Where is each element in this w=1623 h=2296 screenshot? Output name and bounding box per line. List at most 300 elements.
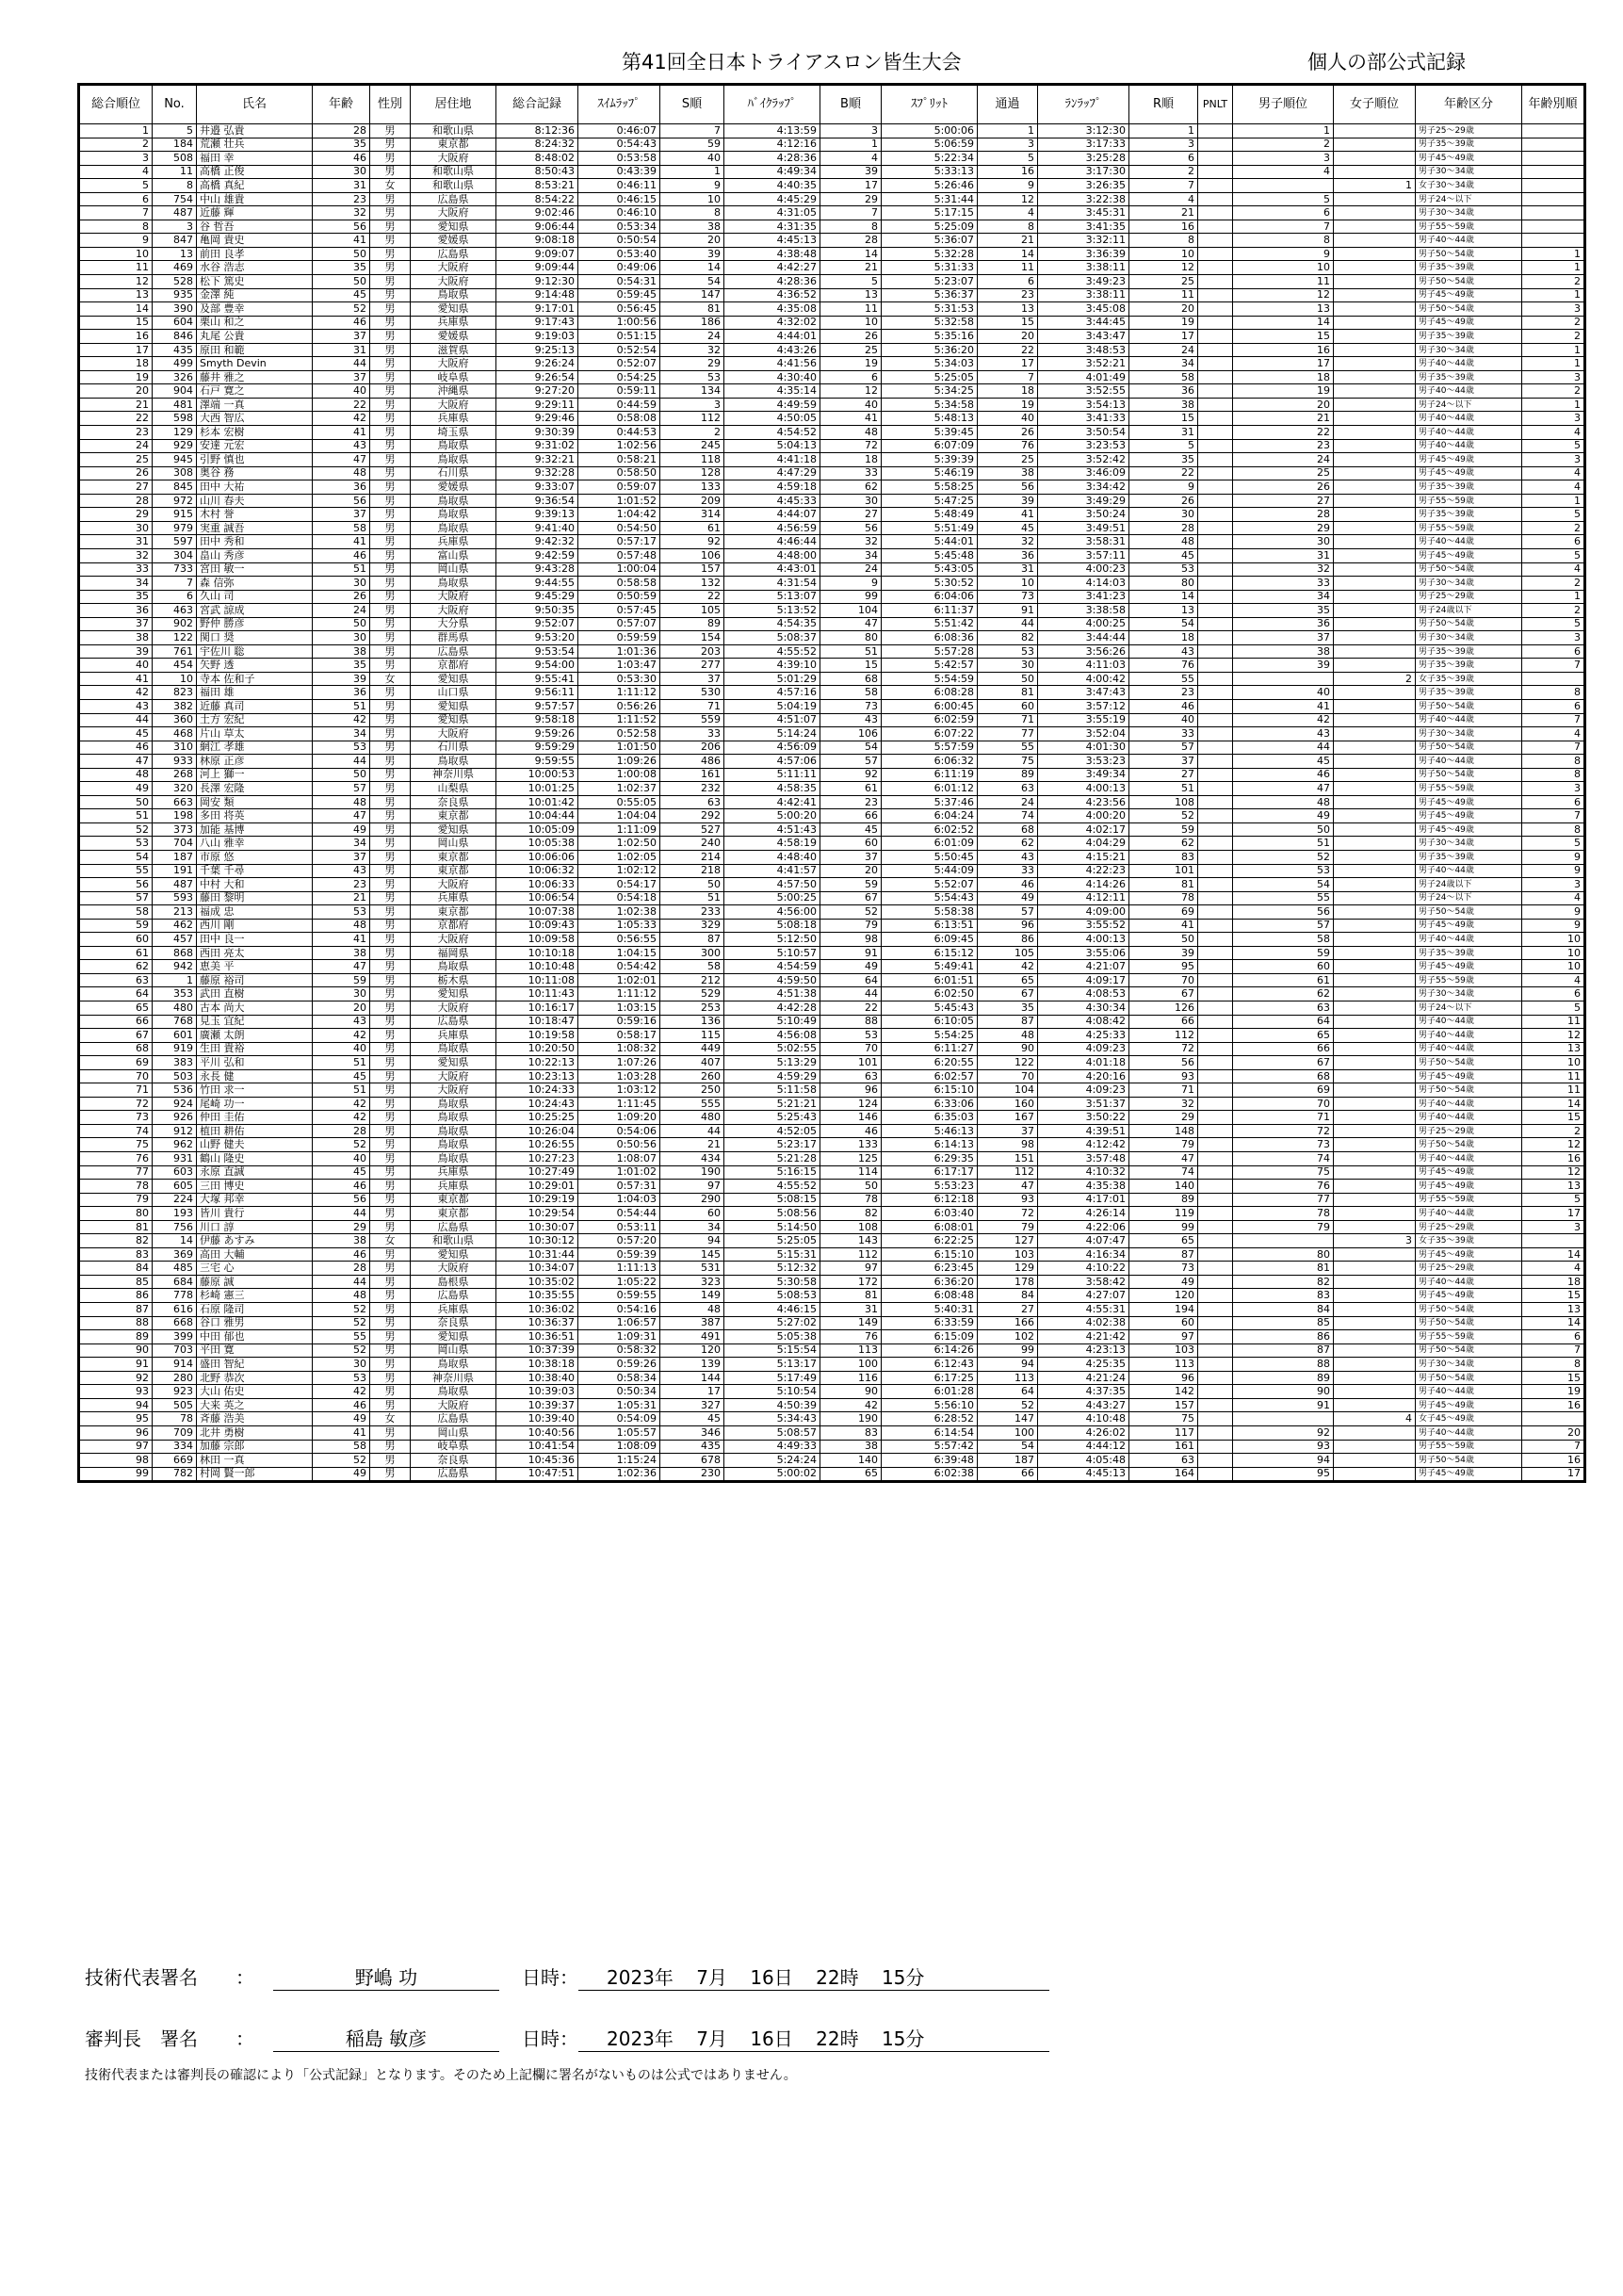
table-cell: 男子40～44歳	[1416, 1042, 1522, 1056]
table-cell	[1198, 755, 1233, 769]
table-cell: 5:23:07	[882, 275, 978, 289]
table-cell: 5:34:03	[882, 357, 978, 371]
table-cell: 2	[1522, 604, 1585, 618]
table-cell: 1:02:12	[578, 864, 660, 878]
table-cell: 462	[153, 919, 197, 933]
table-cell	[1198, 1412, 1233, 1426]
table-cell: 29	[660, 357, 724, 371]
table-cell	[1198, 261, 1233, 275]
table-cell: 28	[313, 1262, 370, 1276]
table-cell: 9:19:03	[496, 330, 578, 344]
table-cell: 4	[1334, 1412, 1416, 1426]
table-cell: 4:56:00	[724, 905, 820, 920]
table-cell	[1334, 1165, 1416, 1180]
table-cell: 4:08:53	[1038, 987, 1129, 1001]
table-cell: 16	[1522, 1398, 1585, 1412]
table-row	[79, 1358, 1585, 1372]
table-cell: 31	[978, 562, 1038, 577]
table-cell: 14	[660, 261, 724, 275]
table-cell	[1198, 1454, 1233, 1468]
table-cell: 51	[1233, 837, 1334, 851]
column-header: ｽｲﾑﾗｯﾌﾟ	[578, 85, 660, 124]
table-cell: 74	[79, 1124, 153, 1138]
table-cell: 金澤 純	[197, 288, 313, 302]
table-cell: 245	[660, 439, 724, 453]
table-cell	[1198, 1234, 1233, 1248]
table-cell: 男	[370, 1330, 411, 1344]
table-cell: 男子40～44歳	[1416, 713, 1522, 727]
table-cell: 竹田 求一	[197, 1083, 313, 1098]
table-cell: 0:53:58	[578, 152, 660, 166]
table-cell: 鳥取県	[411, 755, 496, 769]
table-cell: 5:00:06	[882, 124, 978, 138]
table-cell: 18	[820, 453, 882, 467]
table-cell: 女	[370, 1234, 411, 1248]
table-cell: 0:54:31	[578, 275, 660, 289]
table-cell: 男子35～39歳	[1416, 330, 1522, 344]
table-cell: 468	[153, 727, 197, 741]
table-cell: 1	[1522, 288, 1585, 302]
table-cell: 20	[1233, 398, 1334, 412]
table-cell: 6:02:59	[882, 713, 978, 727]
table-cell: 大阪府	[411, 1069, 496, 1083]
table-cell: 5:15:31	[724, 1247, 820, 1262]
table-cell: 46	[820, 1124, 882, 1138]
table-cell: 6:08:48	[882, 1289, 978, 1303]
table-cell: 5:31:44	[882, 192, 978, 206]
table-cell: 男	[370, 850, 411, 864]
table-cell: 女	[370, 672, 411, 686]
table-cell: 石原 隆司	[197, 1303, 313, 1317]
table-cell: 6:28:52	[882, 1412, 978, 1426]
table-cell	[1334, 426, 1416, 440]
table-cell: 4:30:40	[724, 370, 820, 384]
table-cell: 47	[978, 1180, 1038, 1194]
table-cell: 58	[1233, 933, 1334, 947]
table-cell: 9:56:11	[496, 686, 578, 700]
table-cell: 0:54:25	[578, 370, 660, 384]
table-cell: 1:11:52	[578, 713, 660, 727]
table-cell: 56	[1233, 905, 1334, 920]
table-cell: 116	[820, 1371, 882, 1385]
table-cell: 17	[1522, 1207, 1585, 1221]
table-cell: 男子40～44歳	[1416, 1207, 1522, 1221]
table-cell: 65	[1233, 1029, 1334, 1043]
table-cell: 48	[978, 1029, 1038, 1043]
table-cell: 34	[1233, 590, 1334, 604]
table-cell: 10:05:09	[496, 822, 578, 837]
table-cell: 5:45:43	[882, 1001, 978, 1016]
table-cell: 435	[153, 343, 197, 357]
table-cell: 5:08:37	[724, 631, 820, 645]
table-cell: 5:36:07	[882, 234, 978, 248]
table-row	[79, 384, 1585, 399]
table-cell: 6:08:36	[882, 631, 978, 645]
table-cell: 1:11:13	[578, 1262, 660, 1276]
table-cell: 8	[79, 220, 153, 234]
table-cell: 76	[978, 439, 1038, 453]
table-cell: 48	[820, 426, 882, 440]
table-cell: 601	[153, 1029, 197, 1043]
table-cell: 129	[978, 1262, 1038, 1276]
table-cell: 761	[153, 644, 197, 659]
table-row	[79, 741, 1585, 755]
table-row	[79, 124, 1585, 138]
table-cell: 田中 良一	[197, 933, 313, 947]
table-cell: 4:51:38	[724, 987, 820, 1001]
table-cell: 329	[660, 919, 724, 933]
table-cell: 5:44:01	[882, 535, 978, 549]
table-cell: 63	[660, 795, 724, 809]
table-cell: 31	[820, 1303, 882, 1317]
results-table	[77, 83, 1586, 1483]
table-cell: 5	[1522, 508, 1585, 522]
table-cell	[1334, 933, 1416, 947]
table-cell: 198	[153, 809, 197, 823]
table-cell: 33	[820, 466, 882, 480]
table-cell: 8:12:36	[496, 124, 578, 138]
table-cell	[1334, 864, 1416, 878]
table-cell: 大阪府	[411, 206, 496, 220]
table-cell: 1:01:02	[578, 1165, 660, 1180]
table-cell: 愛知県	[411, 1056, 496, 1070]
table-cell: 18	[1129, 631, 1198, 645]
table-cell: 78	[1233, 1207, 1334, 1221]
table-cell: 100	[820, 1358, 882, 1372]
table-cell: 6:14:13	[882, 1138, 978, 1152]
table-cell: 30	[820, 494, 882, 508]
table-cell: 0:59:26	[578, 1358, 660, 1372]
table-cell: 58	[660, 960, 724, 974]
table-cell: 男子25～29歳	[1416, 1220, 1522, 1234]
table-cell: 75	[1129, 1412, 1198, 1426]
table-cell: 5:00:25	[724, 891, 820, 905]
table-cell: 大山 佑史	[197, 1385, 313, 1399]
table-cell: 72	[1129, 1042, 1198, 1056]
table-cell: 190	[660, 1165, 724, 1180]
table-cell: 36	[313, 686, 370, 700]
table-cell	[1334, 809, 1416, 823]
table-cell	[1334, 686, 1416, 700]
table-cell	[1198, 1015, 1233, 1029]
table-cell: 39	[820, 165, 882, 179]
table-cell: 男子40～44歳	[1416, 1425, 1522, 1440]
table-cell: 3:55:19	[1038, 713, 1129, 727]
table-cell: 100	[978, 1425, 1038, 1440]
table-cell: 男	[370, 453, 411, 467]
table-cell	[1198, 960, 1233, 974]
table-cell	[1198, 987, 1233, 1001]
table-cell: 4	[79, 165, 153, 179]
table-cell: 男子40～44歳	[1416, 234, 1522, 248]
table-cell: 見玉 宜紀	[197, 1015, 313, 1029]
table-cell: 男子50～54歳	[1416, 247, 1522, 261]
table-cell: 55	[1233, 891, 1334, 905]
table-cell: 4:22:06	[1038, 1220, 1129, 1234]
table-cell: 7	[1522, 659, 1585, 673]
table-cell: 5:25:05	[724, 1234, 820, 1248]
table-cell: 男	[370, 1124, 411, 1138]
table-cell: 44	[79, 713, 153, 727]
table-cell: 8	[820, 220, 882, 234]
table-cell: 44	[820, 987, 882, 1001]
table-cell: 男子35～39歳	[1416, 644, 1522, 659]
table-cell: 兵庫県	[411, 316, 496, 330]
table-cell: 10	[1522, 933, 1585, 947]
table-cell	[1198, 1275, 1233, 1289]
table-cell: 尾崎 功一	[197, 1097, 313, 1111]
table-cell: 生田 貴裕	[197, 1042, 313, 1056]
table-cell: 559	[660, 713, 724, 727]
table-cell: 20	[313, 1001, 370, 1016]
table-cell: 20	[1129, 302, 1198, 317]
table-cell: 鳥取県	[411, 1097, 496, 1111]
table-cell: 15	[1522, 1371, 1585, 1385]
table-cell: 10	[1233, 261, 1334, 275]
table-cell: 5:53:23	[882, 1180, 978, 1194]
table-cell: 3	[1522, 1220, 1585, 1234]
table-cell	[1334, 577, 1416, 591]
table-cell: 3:38:58	[1038, 604, 1129, 618]
table-cell: 山川 春夫	[197, 494, 313, 508]
table-cell: 19	[820, 357, 882, 371]
table-cell: 男	[370, 398, 411, 412]
table-cell: 3	[1522, 878, 1585, 892]
table-cell: 5:08:56	[724, 1207, 820, 1221]
table-cell: 4:12:42	[1038, 1138, 1129, 1152]
table-cell: 6:04:24	[882, 809, 978, 823]
table-cell: 44	[978, 617, 1038, 631]
table-cell: 10:26:04	[496, 1124, 578, 1138]
table-cell: 伊藤 あすみ	[197, 1234, 313, 1248]
table-cell: 男	[370, 878, 411, 892]
table-cell: 大阪府	[411, 1001, 496, 1016]
table-cell: 41	[978, 508, 1038, 522]
table-cell: 男	[370, 809, 411, 823]
table-cell: 藤井 雅之	[197, 370, 313, 384]
table-cell: 6:07:22	[882, 727, 978, 741]
table-cell: 756	[153, 1220, 197, 1234]
table-cell: 男子45～49歳	[1416, 795, 1522, 809]
table-cell: 4	[1522, 973, 1585, 987]
table-cell: 1:02:37	[578, 782, 660, 796]
table-cell: 男子45～49歳	[1416, 822, 1522, 837]
table-cell: 3	[1522, 302, 1585, 317]
table-cell: 81	[660, 302, 724, 317]
table-cell: 男	[370, 275, 411, 289]
table-cell: 6:02:38	[882, 1467, 978, 1482]
table-cell: 6:07:09	[882, 439, 978, 453]
table-cell: 19	[1522, 1385, 1585, 1399]
table-cell: 大阪府	[411, 727, 496, 741]
column-header: S順	[660, 85, 724, 124]
table-cell: 高橋 真紀	[197, 179, 313, 193]
table-cell: 36	[1233, 617, 1334, 631]
table-cell: 4	[1522, 466, 1585, 480]
table-cell: 10:24:33	[496, 1083, 578, 1098]
table-cell: 218	[660, 864, 724, 878]
table-cell: 48	[313, 919, 370, 933]
table-cell: 491	[660, 1330, 724, 1344]
table-cell: 愛知県	[411, 822, 496, 837]
table-cell: 皆川 貴行	[197, 1207, 313, 1221]
table-cell: 男子40～44歳	[1416, 535, 1522, 549]
table-cell: 6	[1522, 795, 1585, 809]
table-cell: 広島県	[411, 192, 496, 206]
table-cell	[1334, 617, 1416, 631]
table-cell: 45	[660, 1412, 724, 1426]
table-cell: 32	[79, 548, 153, 562]
table-cell: 972	[153, 494, 197, 508]
table-cell: 106	[820, 727, 882, 741]
table-cell: 6:01:51	[882, 973, 978, 987]
table-cell: 79	[978, 1220, 1038, 1234]
table-cell: 54	[1233, 878, 1334, 892]
table-cell: 129	[153, 426, 197, 440]
table-cell: 西川 剛	[197, 919, 313, 933]
table-cell: 男子50～54歳	[1416, 905, 1522, 920]
table-cell: 9:06:44	[496, 220, 578, 234]
table-cell: 広島県	[411, 1289, 496, 1303]
table-cell: 30	[313, 165, 370, 179]
table-cell: 52	[313, 1343, 370, 1358]
table-cell: 1:08:07	[578, 1152, 660, 1166]
table-cell: 5:32:58	[882, 316, 978, 330]
table-cell: 5:33:13	[882, 165, 978, 179]
table-cell: 62	[978, 837, 1038, 851]
table-cell: 1:00:56	[578, 316, 660, 330]
table-cell	[1198, 782, 1233, 796]
table-cell: 73	[1129, 1262, 1198, 1276]
table-cell: 35	[313, 261, 370, 275]
table-cell: 男	[370, 1015, 411, 1029]
table-cell: 引野 慎也	[197, 453, 313, 467]
table-cell: 谷 哲吾	[197, 220, 313, 234]
table-cell: 男子50～54歳	[1416, 275, 1522, 289]
column-header: 年齢別順	[1522, 85, 1585, 124]
table-row	[79, 1083, 1585, 1098]
table-cell: 10:35:02	[496, 1275, 578, 1289]
table-cell: 前田 良孝	[197, 247, 313, 261]
table-cell: 54	[79, 850, 153, 864]
table-body	[79, 124, 1585, 1482]
table-cell: 70	[978, 1069, 1038, 1083]
table-cell: 男子30～34歳	[1416, 987, 1522, 1001]
table-cell	[1334, 453, 1416, 467]
table-cell: 65	[978, 973, 1038, 987]
table-cell: 男子50～54歳	[1416, 1083, 1522, 1098]
table-cell: 男	[370, 288, 411, 302]
table-cell	[1334, 755, 1416, 769]
table-cell: 多田 将英	[197, 809, 313, 823]
table-cell: 4:57:16	[724, 686, 820, 700]
table-row	[79, 1454, 1585, 1468]
table-cell: 26	[978, 426, 1038, 440]
table-cell: 136	[660, 1015, 724, 1029]
table-cell: 53	[820, 1029, 882, 1043]
table-cell: 186	[660, 316, 724, 330]
table-cell: 荒瀬 壮兵	[197, 138, 313, 152]
table-cell: 4:07:47	[1038, 1234, 1129, 1248]
table-cell: 268	[153, 768, 197, 782]
table-cell: 128	[660, 466, 724, 480]
table-cell	[1198, 699, 1233, 713]
table-row	[79, 330, 1585, 344]
table-cell: 男	[370, 631, 411, 645]
table-row	[79, 1440, 1585, 1454]
table-cell: 13	[1522, 1180, 1585, 1194]
table-cell: 兵庫県	[411, 891, 496, 905]
table-cell: 男子40～44歳	[1416, 412, 1522, 426]
table-cell: 52	[313, 1303, 370, 1317]
column-header: R順	[1129, 85, 1198, 124]
table-cell: 5:52:07	[882, 878, 978, 892]
table-cell: 97	[820, 1262, 882, 1276]
table-cell: 6:15:10	[882, 1083, 978, 1098]
table-cell: 男子35～39歳	[1416, 508, 1522, 522]
table-cell: 1:05:57	[578, 1425, 660, 1440]
table-cell: 石川県	[411, 466, 496, 480]
table-cell: 50	[978, 672, 1038, 686]
table-cell: 岡山県	[411, 837, 496, 851]
table-cell: 108	[820, 1220, 882, 1234]
table-cell: 大阪府	[411, 152, 496, 166]
table-cell: 1:02:05	[578, 850, 660, 864]
table-cell: 4:01:49	[1038, 370, 1129, 384]
table-cell: 14	[1129, 590, 1198, 604]
table-cell: 4:10:48	[1038, 1412, 1129, 1426]
table-row	[79, 1015, 1585, 1029]
table-cell	[1334, 960, 1416, 974]
table-cell: 5:51:49	[882, 521, 978, 535]
table-cell: 6:13:51	[882, 919, 978, 933]
table-cell: 3:51:37	[1038, 1097, 1129, 1111]
table-cell: 320	[153, 782, 197, 796]
table-row	[79, 960, 1585, 974]
table-cell: 1	[1522, 590, 1585, 604]
table-cell: 男子40～44歳	[1416, 439, 1522, 453]
table-cell: 0:49:06	[578, 261, 660, 275]
table-cell: 4:25:35	[1038, 1358, 1129, 1372]
table-cell	[1334, 494, 1416, 508]
table-cell: 10:06:32	[496, 864, 578, 878]
table-cell: 61	[820, 782, 882, 796]
table-cell: 75	[79, 1138, 153, 1152]
table-cell: 20	[978, 330, 1038, 344]
table-cell: 大塚 邦幸	[197, 1193, 313, 1207]
table-cell: 35	[1233, 604, 1334, 618]
table-cell: 男子45～49歳	[1416, 152, 1522, 166]
table-cell: 37	[313, 370, 370, 384]
signature-colon: ：	[235, 2027, 254, 2050]
table-cell: 0:54:17	[578, 878, 660, 892]
table-cell: 6	[1522, 699, 1585, 713]
table-row	[79, 453, 1585, 467]
table-cell: 9:27:20	[496, 384, 578, 399]
table-cell: 植田 耕佑	[197, 1124, 313, 1138]
table-cell: 13	[1129, 604, 1198, 618]
table-cell	[1198, 1152, 1233, 1166]
table-cell: 5:40:31	[882, 1303, 978, 1317]
table-cell: 男	[370, 343, 411, 357]
table-cell: 5:04:13	[724, 439, 820, 453]
table-cell: 0:58:32	[578, 1343, 660, 1358]
table-cell: 0:53:11	[578, 1220, 660, 1234]
table-cell: 148	[1129, 1124, 1198, 1138]
table-cell	[1334, 1069, 1416, 1083]
table-cell: 21	[1233, 412, 1334, 426]
table-cell: 59	[313, 973, 370, 987]
